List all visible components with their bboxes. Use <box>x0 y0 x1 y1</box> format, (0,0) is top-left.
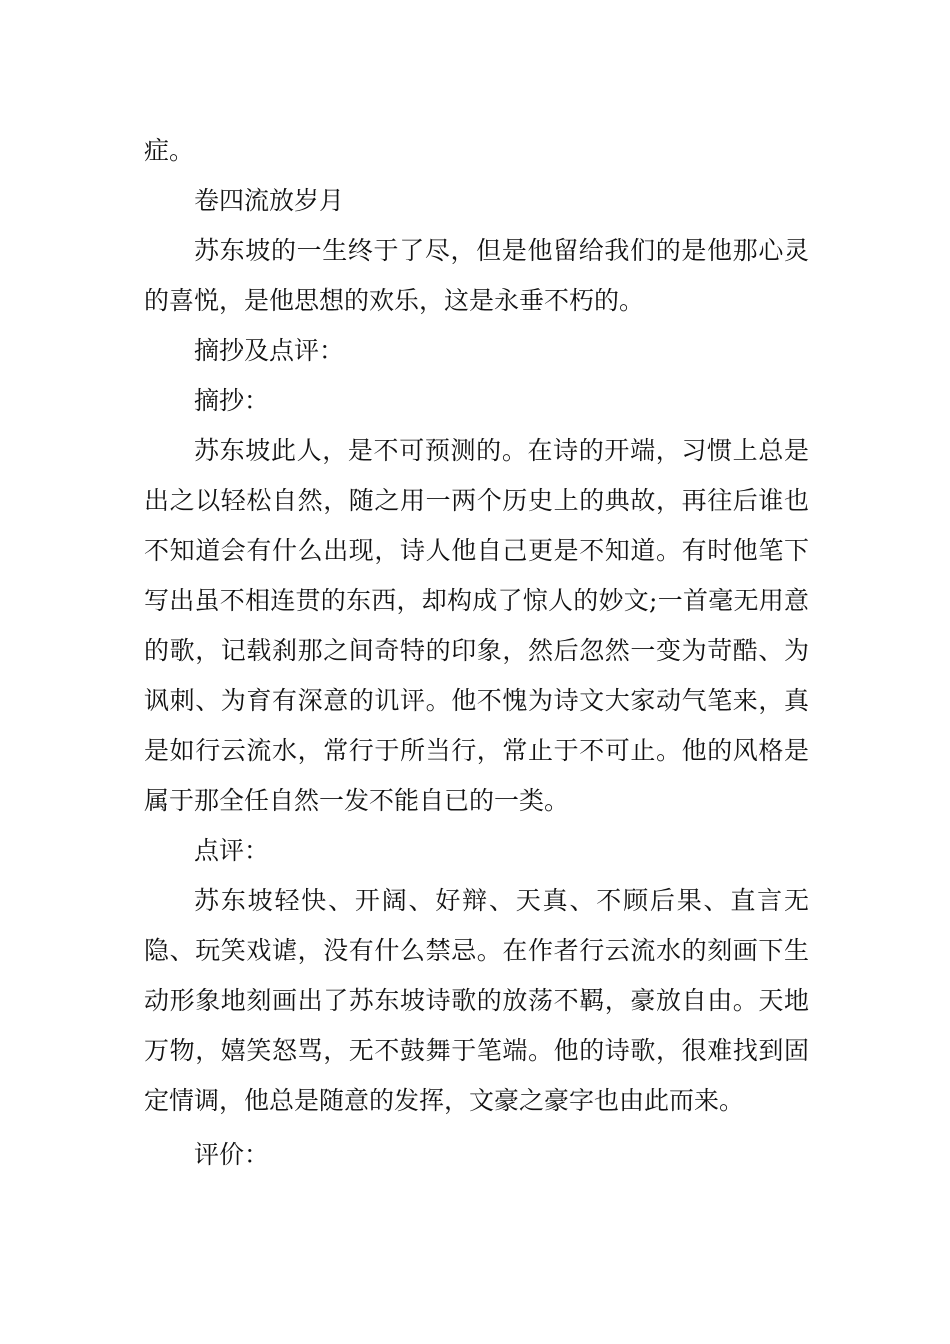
paragraph-summary: 苏东坡的一生终于了尽，但是他留给我们的是他那心灵的喜悦，是他思想的欢乐，这是永垂不朽的。 <box>144 236 809 315</box>
paragraph-continuation: 症。 <box>144 136 195 165</box>
subheading-excerpt: 摘抄： <box>194 386 270 415</box>
subheading-excerpt-and-comment: 摘抄及点评： <box>194 336 345 365</box>
section-heading: 卷四流放岁月 <box>194 186 345 215</box>
paragraph-excerpt: 苏东坡此人，是不可预测的。在诗的开端，习惯上总是出之以轻松自然，随之用一两个历史上的典故，再往后谁也不知道会有什么出现，诗人他自己更是不知道。有时他笔下写出虽不相连贯的东西，却构成了惊人的妙文;一首毫无用意的歌，记载刹那之间奇特的印象，然后忽然一变为苛酷、为讽刺、为育有深意的讥评。他不愧为诗文大家动气笔来，真是如行云流水，常行于所当行，常止于不可止。他的风格是属于那全任自然一发不能自已的一类。 <box>144 436 809 815</box>
subheading-evaluation: 评价： <box>194 1140 270 1169</box>
document-body <box>144 126 809 1180</box>
paragraph-comment: 苏东坡轻快、开阔、好辩、天真、不顾后果、直言无隐、玩笑戏谑，没有什么禁忌。在作者行云流水的刻画下生动形象地刻画出了苏东坡诗歌的放荡不羁，豪放自由。天地万物，嬉笑怒骂，无不鼓舞于笔端。他的诗歌，很难找到固定情调，他总是随意的发挥，文豪之豪字也由此而来。 <box>144 886 809 1115</box>
subheading-comment: 点评： <box>194 836 270 865</box>
